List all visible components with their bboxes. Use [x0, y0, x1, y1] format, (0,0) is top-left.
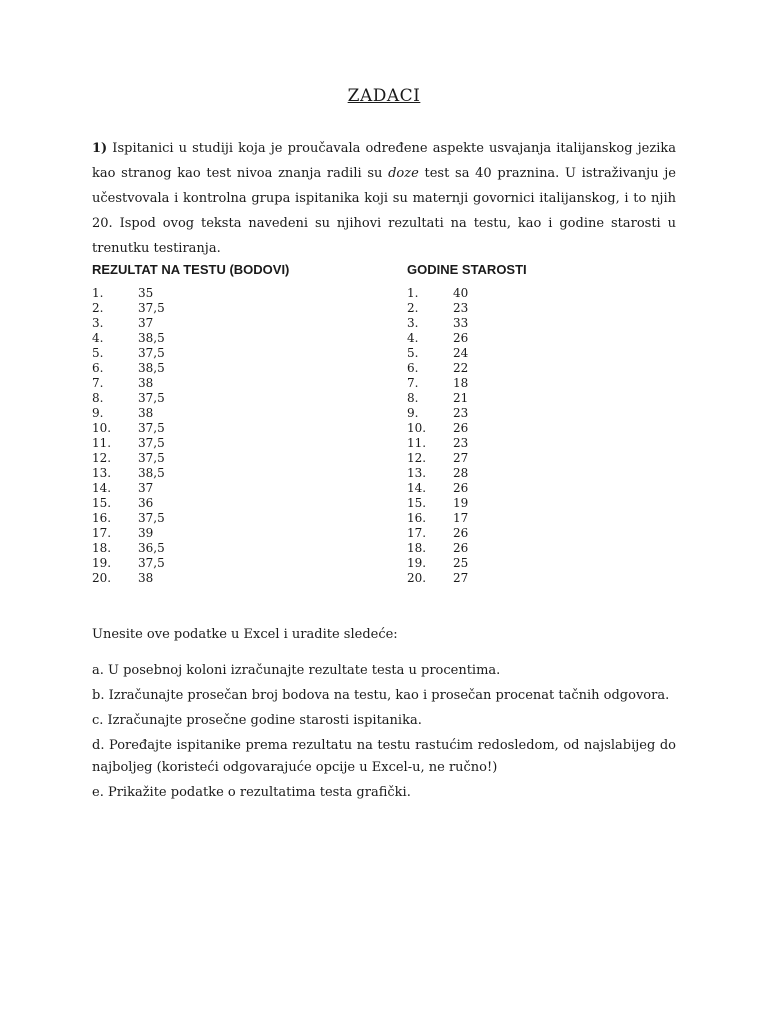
results-row	[92, 556, 165, 571]
results-row	[92, 526, 165, 541]
row-value: 23	[453, 406, 469, 420]
row-value: 38,5	[138, 361, 165, 375]
row-value: 38	[138, 376, 154, 390]
row-value: 25	[453, 556, 469, 570]
row-value: 21	[453, 391, 469, 405]
results-row	[92, 481, 165, 496]
ages-row	[407, 331, 468, 346]
row-number: 19.	[92, 556, 112, 570]
row-value: 36	[138, 496, 154, 510]
row-number: 13.	[407, 466, 427, 480]
row-number: 2.	[407, 301, 419, 315]
results-row	[92, 421, 165, 436]
results-row	[92, 496, 165, 511]
row-value: 38,5	[138, 466, 165, 480]
results-list	[92, 286, 165, 586]
row-value: 37	[138, 316, 154, 330]
row-value: 18	[453, 376, 469, 390]
row-value: 38,5	[138, 331, 165, 345]
row-value: 37,5	[138, 391, 165, 405]
row-value: 38	[138, 571, 154, 585]
row-value: 35	[138, 286, 154, 300]
row-value: 37	[138, 481, 154, 495]
row-number: 2.	[92, 301, 104, 315]
results-row	[92, 406, 165, 421]
ages-row	[407, 541, 468, 556]
row-number: 1.	[92, 286, 104, 300]
ages-list	[407, 286, 468, 586]
intro-paragraph	[92, 136, 676, 261]
row-number: 5.	[407, 346, 419, 360]
row-value: 40	[453, 286, 469, 300]
results-row	[92, 286, 165, 301]
row-number: 16.	[92, 511, 112, 525]
row-number: 11.	[92, 436, 112, 450]
row-value: 19	[453, 496, 469, 510]
row-number: 12.	[92, 451, 112, 465]
row-number: 15.	[407, 496, 427, 510]
row-value: 37,5	[138, 346, 165, 360]
row-number: 7.	[92, 376, 104, 390]
intro-text-part2: test sa 40 praznina. U istraživanju je učestvovala i kontrolna grupa ispitanika koji su maternji govornici italijanskog, i to njih 20. Ispod ovog teksta navedeni su njihovi rezultati na testu, kao i godine starosti u trenutku testiranja.	[92, 166, 677, 256]
row-number: 15.	[92, 496, 112, 510]
task-item-a: a. U posebnoj koloni izračunajte rezultate testa u procentima.	[92, 663, 501, 678]
row-number: 12.	[407, 451, 427, 465]
row-number: 14.	[92, 481, 112, 495]
row-value: 28	[453, 466, 469, 480]
ages-row	[407, 346, 468, 361]
results-column-header: REZULTAT NA TESTU (BODOVI)	[92, 262, 290, 277]
ages-row	[407, 361, 468, 376]
ages-column-header: GODINE STAROSTI	[407, 262, 527, 277]
row-number: 7.	[407, 376, 419, 390]
ages-row	[407, 436, 468, 451]
row-value: 38	[138, 406, 154, 420]
row-number: 20.	[407, 571, 427, 585]
row-number: 8.	[92, 391, 104, 405]
instructions-section	[92, 624, 676, 807]
row-number: 9.	[407, 406, 419, 420]
ages-row	[407, 466, 468, 481]
row-number: 19.	[407, 556, 427, 570]
row-number: 10.	[92, 421, 112, 435]
task-item-c: c. Izračunajte prosečne godine starosti ispitanika.	[92, 713, 422, 728]
ages-row	[407, 391, 468, 406]
row-value: 24	[453, 346, 469, 360]
results-row	[92, 571, 165, 586]
row-number: 6.	[92, 361, 104, 375]
ages-row	[407, 481, 468, 496]
row-value: 37,5	[138, 436, 165, 450]
row-value: 37,5	[138, 556, 165, 570]
ages-row	[407, 406, 468, 421]
ages-row	[407, 526, 468, 541]
ages-row	[407, 451, 468, 466]
row-number: 8.	[407, 391, 419, 405]
row-value: 36,5	[138, 541, 165, 555]
results-row	[92, 451, 165, 466]
ages-row	[407, 511, 468, 526]
intro-text-part1: Ispitanici u studiji koja je proučavala određene aspekte usvajanja italijanskog jezika kao stranog kao test nivoa znanja radili su	[92, 141, 676, 181]
ages-row	[407, 421, 468, 436]
row-value: 17	[453, 511, 469, 525]
row-value: 33	[453, 316, 469, 330]
ages-row	[407, 496, 468, 511]
row-value: 26	[453, 481, 469, 495]
row-number: 16.	[407, 511, 427, 525]
row-value: 37,5	[138, 451, 165, 465]
row-number: 18.	[407, 541, 427, 555]
results-row	[92, 331, 165, 346]
results-row	[92, 376, 165, 391]
results-row	[92, 301, 165, 316]
results-row	[92, 346, 165, 361]
row-value: 22	[453, 361, 469, 375]
ages-row	[407, 286, 468, 301]
row-number: 3.	[407, 316, 419, 330]
task-item-b: b. Izračunajte prosečan broj bodova na testu, kao i prosečan procenat tačnih odgovora.	[92, 688, 670, 703]
row-number: 6.	[407, 361, 419, 375]
row-number: 20.	[92, 571, 112, 585]
task-number: 1)	[92, 141, 108, 156]
row-number: 17.	[407, 526, 427, 540]
row-value: 37,5	[138, 511, 165, 525]
results-row	[92, 541, 165, 556]
ages-row	[407, 556, 468, 571]
row-number: 10.	[407, 421, 427, 435]
row-value: 26	[453, 541, 469, 555]
row-value: 27	[453, 451, 469, 465]
row-number: 4.	[407, 331, 419, 345]
row-value: 26	[453, 331, 469, 345]
ages-row	[407, 316, 468, 331]
row-value: 23	[453, 301, 469, 315]
ages-row	[407, 376, 468, 391]
task-item-e: e. Prikažite podatke o rezultatima testa grafički.	[92, 785, 411, 800]
row-number: 11.	[407, 436, 427, 450]
row-number: 5.	[92, 346, 104, 360]
row-value: 37,5	[138, 301, 165, 315]
results-row	[92, 511, 165, 526]
ages-row	[407, 301, 468, 316]
results-row	[92, 361, 165, 376]
row-value: 37,5	[138, 421, 165, 435]
results-row	[92, 436, 165, 451]
row-value: 39	[138, 526, 154, 540]
row-number: 9.	[92, 406, 104, 420]
results-row	[92, 391, 165, 406]
row-number: 17.	[92, 526, 112, 540]
results-row	[92, 316, 165, 331]
row-number: 4.	[92, 331, 104, 345]
page-title: ZADACI	[347, 86, 421, 106]
intro-emphasis: doze	[388, 166, 419, 181]
row-value: 23	[453, 436, 469, 450]
row-value: 27	[453, 571, 469, 585]
task-item-d: d. Poređajte ispitanike prema rezultatu na testu rastućim redosledom, od najslabijeg do najboljeg (koristeći odgovarajuće opcije u Excel-u, ne ručno!)	[92, 738, 676, 775]
row-number: 14.	[407, 481, 427, 495]
ages-row	[407, 571, 468, 586]
instructions-lead: Unesite ove podatke u Excel i uradite sledeće:	[92, 627, 398, 642]
row-number: 13.	[92, 466, 112, 480]
row-number: 18.	[92, 541, 112, 555]
row-value: 26	[453, 421, 469, 435]
row-number: 1.	[407, 286, 419, 300]
row-value: 26	[453, 526, 469, 540]
results-row	[92, 466, 165, 481]
row-number: 3.	[92, 316, 104, 330]
